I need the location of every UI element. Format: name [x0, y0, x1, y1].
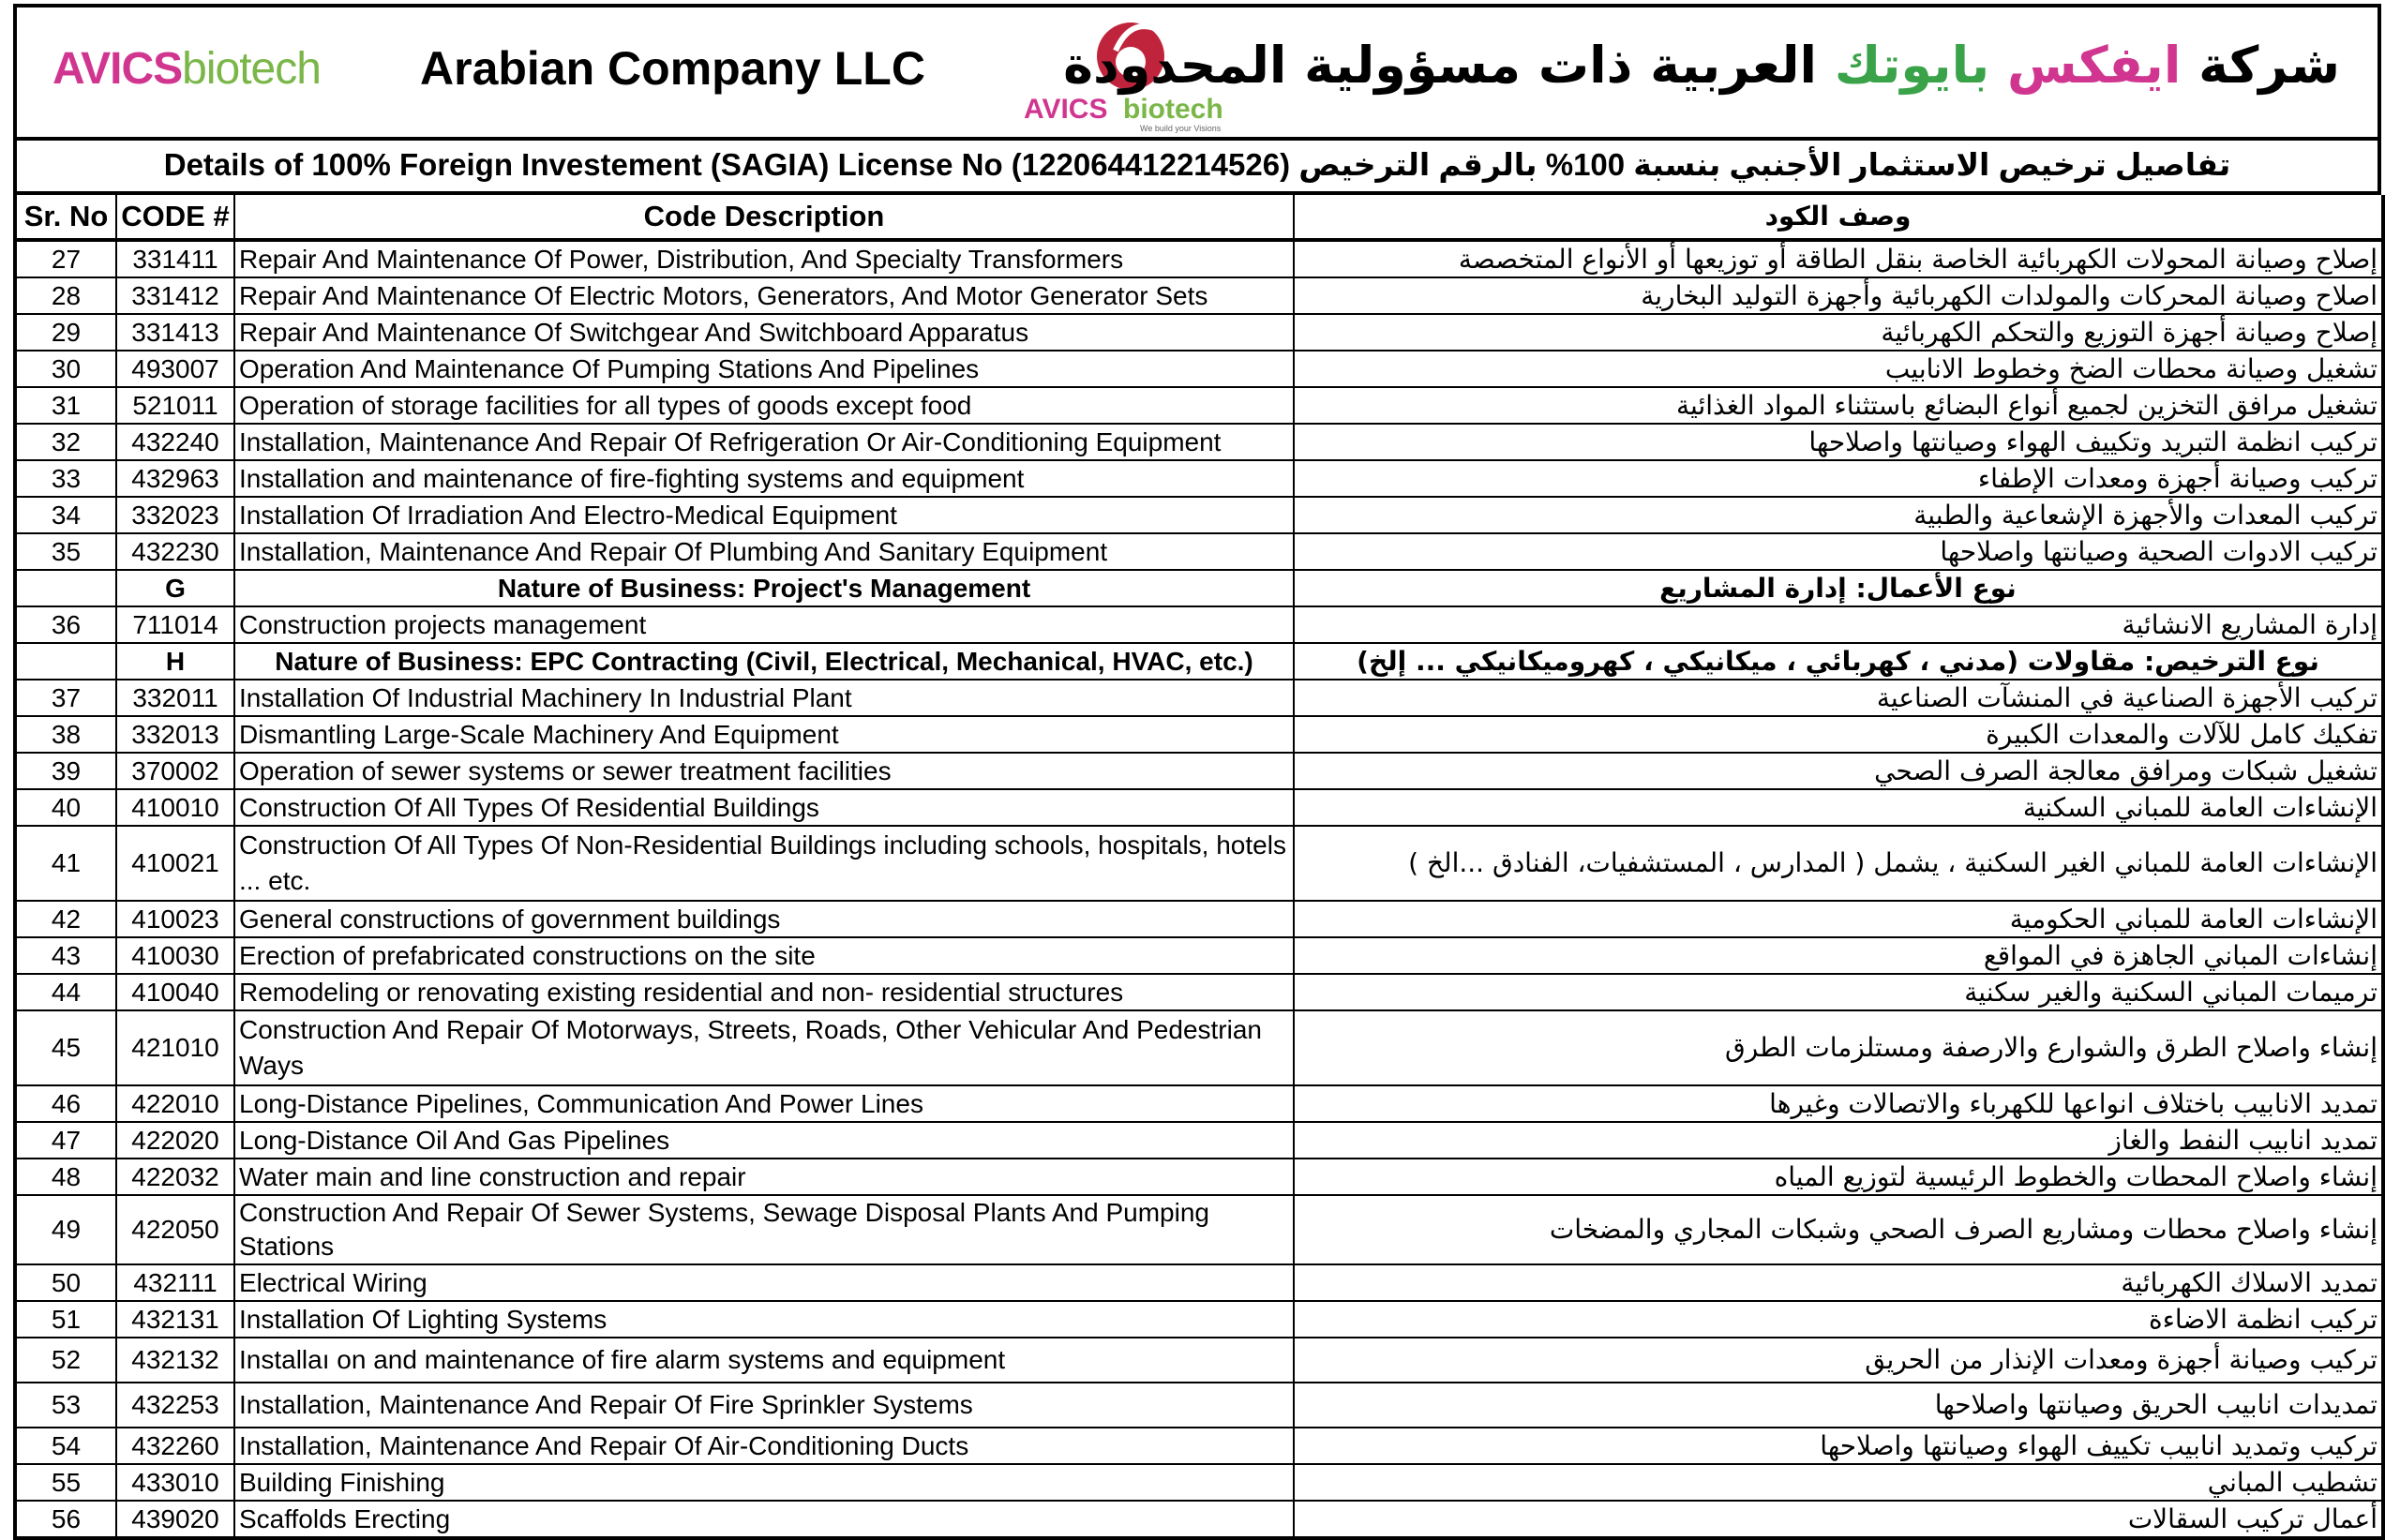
company-ar-avics: ايفكس [2006, 36, 2182, 95]
cell-code: 432111 [116, 1264, 234, 1301]
cell-sr-no: 56 [15, 1501, 116, 1538]
cell-code: 421010 [116, 1010, 234, 1085]
cell-arabic-description: تركيب انظمة الاضاءة [1294, 1301, 2383, 1338]
cell-sr-no: 48 [15, 1159, 116, 1195]
cell-code: 422020 [116, 1122, 234, 1159]
cell-code: 432260 [116, 1428, 234, 1464]
table-row [15, 277, 2383, 314]
cell-code: 422032 [116, 1159, 234, 1195]
cell-code: 410040 [116, 974, 234, 1010]
cell-code: 410023 [116, 901, 234, 937]
cell-description: Repair And Maintenance Of Switchgear And Switchboard Apparatus [234, 314, 1294, 351]
company-ar-biotech: بايوتك [1834, 36, 1990, 95]
cell-sr-no: 54 [15, 1428, 116, 1464]
cell-arabic-description: اصلاح وصيانة المحركات والمولدات الكهربائية وأجهزة التوليد البخارية [1294, 277, 2383, 314]
cell-code: 432240 [116, 424, 234, 460]
table-row [15, 1264, 2383, 1301]
cell-description: Electrical Wiring [234, 1264, 1294, 1301]
table-row [15, 901, 2383, 937]
cell-sr-no [15, 570, 116, 606]
logo-tagline: We build your Visions [1140, 124, 1222, 133]
brand-wordmark [52, 43, 321, 95]
cell-description: Installation Of Lighting Systems [234, 1301, 1294, 1338]
cell-description: General constructions of government buildings [234, 901, 1294, 937]
cell-sr-no: 43 [15, 937, 116, 974]
cell-arabic-description: تركيب الأجهزة الصناعية في المنشآت الصناعية [1294, 680, 2383, 716]
cell-arabic-description: تركيب وصيانة أجهزة ومعدات الإنذار من الحريق [1294, 1338, 2383, 1383]
table-row [15, 680, 2383, 716]
cell-arabic-description: تركيب الادوات الصحية وصيانتها واصلاحها [1294, 533, 2383, 570]
cell-description: Repair And Maintenance Of Power, Distribution, And Specialty Transformers [234, 240, 1294, 277]
table-row [15, 497, 2383, 533]
cell-sr-no: 44 [15, 974, 116, 1010]
cell-arabic-description: تركيب المعدات والأجهزة الإشعاعية والطبية [1294, 497, 2383, 533]
cell-sr-no: 27 [15, 240, 116, 277]
activity-codes-table [13, 195, 2385, 1540]
cell-code: 432132 [116, 1338, 234, 1383]
table-row [15, 1301, 2383, 1338]
cell-code: 410010 [116, 789, 234, 826]
cell-arabic-description: تركيب انظمة التبريد وتكييف الهواء وصيانتها واصلاحها [1294, 424, 2383, 460]
table-row [15, 753, 2383, 789]
cell-arabic-description: إنشاء واصلاح محطات ومشاريع الصرف الصحي وشبكات المجاري والمضخات [1294, 1195, 2383, 1264]
table-row [15, 424, 2383, 460]
column-header-description: Code Description [234, 195, 1294, 240]
column-header-arabic: وصف الكود [1294, 195, 2383, 240]
cell-code: 331413 [116, 314, 234, 351]
cell-sr-no: 36 [15, 606, 116, 643]
cell-sr-no: 30 [15, 351, 116, 387]
cell-sr-no: 49 [15, 1195, 116, 1264]
table-row [15, 351, 2383, 387]
brand-avics: AVICS [52, 44, 183, 94]
cell-arabic-description: نوع الترخيص: مقاولات (مدني ، كهربائي ، ميكانيكي ، كهروميكانيكي ... إلخ) [1294, 643, 2383, 680]
cell-description: Installation Of Irradiation And Electro-Medical Equipment [234, 497, 1294, 533]
column-header-code: CODE # [116, 195, 234, 240]
table-row [15, 1122, 2383, 1159]
cell-code: 521011 [116, 387, 234, 424]
table-row [15, 1383, 2383, 1428]
table-row [15, 240, 2383, 277]
cell-sr-no: 29 [15, 314, 116, 351]
cell-sr-no: 53 [15, 1383, 116, 1428]
brand-biotech: biotech [182, 44, 321, 94]
table-row [15, 1464, 2383, 1501]
cell-code: 410021 [116, 826, 234, 901]
cell-sr-no: 50 [15, 1264, 116, 1301]
cell-arabic-description: الإنشاءات العامة للمباني السكنية [1294, 789, 2383, 826]
cell-arabic-description: إنشاء واصلاح المحطات والخطوط الرئيسية لتوزيع المياه [1294, 1159, 2383, 1195]
cell-arabic-description: تمديد الاسلاك الكهربائية [1294, 1264, 2383, 1301]
cell-code: 422050 [116, 1195, 234, 1264]
cell-description: Construction Of All Types Of Residential Buildings [234, 789, 1294, 826]
cell-arabic-description: تشطيب المباني [1294, 1464, 2383, 1501]
table-row [15, 1159, 2383, 1195]
table-body [15, 240, 2383, 1538]
cell-code: 433010 [116, 1464, 234, 1501]
cell-sr-no: 37 [15, 680, 116, 716]
cell-code: 432131 [116, 1301, 234, 1338]
cell-description: Operation And Maintenance Of Pumping Stations And Pipelines [234, 351, 1294, 387]
table-row [15, 716, 2383, 753]
cell-code: 332013 [116, 716, 234, 753]
cell-sr-no: 39 [15, 753, 116, 789]
cell-description: Long-Distance Pipelines, Communication And Power Lines [234, 1085, 1294, 1122]
cell-sr-no: 33 [15, 460, 116, 497]
table-row [15, 974, 2383, 1010]
cell-code: 331412 [116, 277, 234, 314]
table-header-row [15, 195, 2383, 240]
cell-code: 422010 [116, 1085, 234, 1122]
table-row [15, 460, 2383, 497]
cell-description: Construction Of All Types Of Non-Residential Buildings including schools, hospitals, hotels ... etc. [234, 826, 1294, 901]
cell-sr-no: 46 [15, 1085, 116, 1122]
table-row [15, 533, 2383, 570]
cell-code: H [116, 643, 234, 680]
cell-arabic-description: تشغيل وصيانة محطات الضخ وخطوط الانابيب [1294, 351, 2383, 387]
license-title: Details of 100% Foreign Investement (SAGIA) License No (122064412214526) تفاصيل ترخيص الاستثمار الأجنبي بنسبة 100% بالرقم الترخيص [13, 141, 2381, 195]
cell-description: Nature of Business: Project's Management [234, 570, 1294, 606]
cell-arabic-description: تشغيل مرافق التخزين لجميع أنواع البضائع باستثناء المواد الغذائية [1294, 387, 2383, 424]
cell-description: Dismantling Large-Scale Machinery And Equipment [234, 716, 1294, 753]
cell-code: 370002 [116, 753, 234, 789]
cell-sr-no [15, 643, 116, 680]
cell-code: 432230 [116, 533, 234, 570]
cell-code: 332023 [116, 497, 234, 533]
cell-code: 493007 [116, 351, 234, 387]
company-name-english: Arabian Company LLC [420, 42, 925, 95]
cell-description: Installation, Maintenance And Repair Of Refrigeration Or Air-Conditioning Equipment [234, 424, 1294, 460]
cell-sr-no: 51 [15, 1301, 116, 1338]
document-sheet [13, 4, 2381, 1534]
table-row [15, 1428, 2383, 1464]
table-row [15, 1085, 2383, 1122]
cell-arabic-description: إنشاءات المباني الجاهزة في المواقع [1294, 937, 2383, 974]
cell-description: Construction projects management [234, 606, 1294, 643]
cell-sr-no: 55 [15, 1464, 116, 1501]
cell-description: Construction And Repair Of Motorways, Streets, Roads, Other Vehicular And Pedestrian Ways [234, 1010, 1294, 1085]
cell-description: Installation, Maintenance And Repair Of Fire Sprinkler Systems [234, 1383, 1294, 1428]
cell-arabic-description: تركيب وتمديد انابيب تكييف الهواء وصيانتها واصلاحها [1294, 1428, 2383, 1464]
cell-sr-no: 47 [15, 1122, 116, 1159]
cell-description: Building Finishing [234, 1464, 1294, 1501]
cell-sr-no: 45 [15, 1010, 116, 1085]
section-row [15, 643, 2383, 680]
cell-arabic-description: ترميمات المباني السكنية والغير سكنية [1294, 974, 2383, 1010]
column-header-sr: Sr. No [15, 195, 116, 240]
cell-code: 332011 [116, 680, 234, 716]
table-row [15, 826, 2383, 901]
cell-arabic-description: إصلاح وصيانة المحولات الكهربائية الخاصة بنقل الطاقة أو توزيعها أو الأنواع المتخصصة [1294, 240, 2383, 277]
table-row [15, 387, 2383, 424]
cell-arabic-description: الإنشاءات العامة للمباني الحكومية [1294, 901, 2383, 937]
table-row [15, 606, 2383, 643]
cell-description: Installation, Maintenance And Repair Of Plumbing And Sanitary Equipment [234, 533, 1294, 570]
cell-sr-no: 34 [15, 497, 116, 533]
cell-sr-no: 28 [15, 277, 116, 314]
cell-code: 439020 [116, 1501, 234, 1538]
cell-description: Erection of prefabricated constructions on the site [234, 937, 1294, 974]
cell-description: Installation, Maintenance And Repair Of Air-Conditioning Ducts [234, 1428, 1294, 1464]
cell-code: 432253 [116, 1383, 234, 1428]
cell-sr-no: 35 [15, 533, 116, 570]
cell-sr-no: 31 [15, 387, 116, 424]
cell-sr-no: 42 [15, 901, 116, 937]
section-row [15, 570, 2383, 606]
cell-code: G [116, 570, 234, 606]
table-row [15, 789, 2383, 826]
cell-code: 432963 [116, 460, 234, 497]
cell-sr-no: 38 [15, 716, 116, 753]
logo-avics: AVICS [1024, 94, 1108, 125]
cell-sr-no: 32 [15, 424, 116, 460]
table-row [15, 937, 2383, 974]
cell-description: Construction And Repair Of Sewer Systems, Sewage Disposal Plants And Pumping Stations [234, 1195, 1294, 1264]
cell-arabic-description: نوع الأعمال: إدارة المشاريع [1294, 570, 2383, 606]
cell-description: Long-Distance Oil And Gas Pipelines [234, 1122, 1294, 1159]
cell-arabic-description: أعمال تركيب السقالات [1294, 1501, 2383, 1538]
table-row [15, 1501, 2383, 1538]
cell-description: Remodeling or renovating existing residential and non- residential structures [234, 974, 1294, 1010]
letterhead [13, 4, 2381, 141]
cell-code: 331411 [116, 240, 234, 277]
table-row [15, 314, 2383, 351]
cell-arabic-description: تمديد الانابيب باختلاف انواعها للكهرباء والاتصالات وغيرها [1294, 1085, 2383, 1122]
cell-code: 711014 [116, 606, 234, 643]
cell-arabic-description: تمديدات انابيب الحريق وصيانتها واصلاحها [1294, 1383, 2383, 1428]
cell-description: Water main and line construction and repair [234, 1159, 1294, 1195]
cell-arabic-description: إصلاح وصيانة أجهزة التوزيع والتحكم الكهربائية [1294, 314, 2383, 351]
cell-sr-no: 40 [15, 789, 116, 826]
cell-code: 410030 [116, 937, 234, 974]
cell-description: Repair And Maintenance Of Electric Motors, Generators, And Motor Generator Sets [234, 277, 1294, 314]
cell-description: Scaffolds Erecting [234, 1501, 1294, 1538]
cell-description: Installation and maintenance of fire-fighting systems and equipment [234, 460, 1294, 497]
table-row [15, 1010, 2383, 1085]
logo-biotech: biotech [1123, 94, 1223, 125]
cell-description: Installation Of Industrial Machinery In Industrial Plant [234, 680, 1294, 716]
company-ar-prefix: شركة [2198, 36, 2340, 95]
cell-sr-no: 41 [15, 826, 116, 901]
cell-arabic-description: إنشاء واصلاح الطرق والشوارع والارصفة ومستلزمات الطرق [1294, 1010, 2383, 1085]
company-ar-suffix: العربية ذات مسؤولية المحدودة [1063, 36, 1818, 95]
cell-arabic-description: إدارة المشاريع الانشائية [1294, 606, 2383, 643]
cell-arabic-description: الإنشاءات العامة للمباني الغير السكنية ، يشمل ( المدارس ، المستشفيات، الفنادق ...الخ ) [1294, 826, 2383, 901]
cell-description: Operation of sewer systems or sewer treatment facilities [234, 753, 1294, 789]
cell-arabic-description: تفكيك كامل للآلات والمعدات الكبيرة [1294, 716, 2383, 753]
table-row [15, 1338, 2383, 1383]
table-row [15, 1195, 2383, 1264]
cell-arabic-description: تركيب وصيانة أجهزة ومعدات الإطفاء [1294, 460, 2383, 497]
cell-description: Nature of Business: EPC Contracting (Civil, Electrical, Mechanical, HVAC, etc.) [234, 643, 1294, 680]
cell-description: Installaı on and maintenance of fire alarm systems and equipment [234, 1338, 1294, 1383]
cell-arabic-description: تمديد انابيب النفط والغاز [1294, 1122, 2383, 1159]
cell-description: Operation of storage facilities for all types of goods except food [234, 387, 1294, 424]
company-name-arabic [1063, 36, 2340, 95]
cell-sr-no: 52 [15, 1338, 116, 1383]
cell-arabic-description: تشغيل شبكات ومرافق معالجة الصرف الصحي [1294, 753, 2383, 789]
